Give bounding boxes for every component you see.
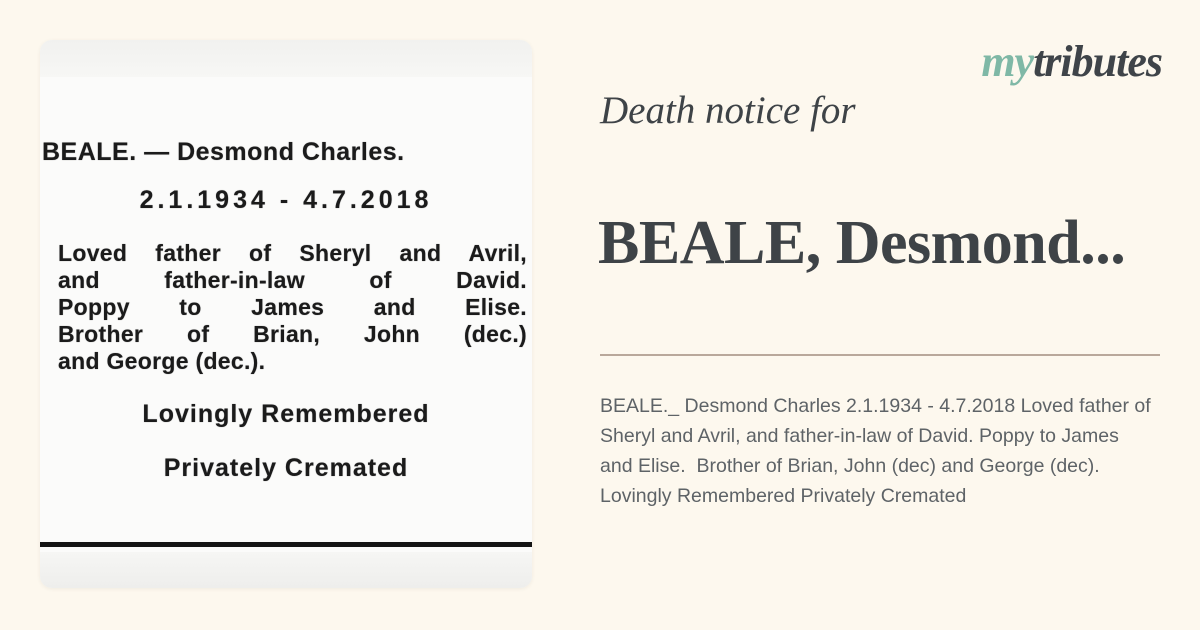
scan-body-line: and George (dec.). bbox=[58, 348, 266, 374]
scan-body-line: Loved father of Sheryl and Avril, bbox=[58, 240, 527, 266]
horizontal-divider bbox=[600, 354, 1160, 356]
logo-tributes-text: tributes bbox=[1033, 37, 1162, 86]
scan-body-paragraph bbox=[58, 240, 527, 375]
logo-my-text: my bbox=[981, 37, 1034, 86]
scan-closing-remembered: Lovingly Remembered bbox=[142, 400, 430, 428]
death-notice-scan-card bbox=[40, 40, 532, 588]
scan-dates-line: 2.1.1934 - 4.7.2018 bbox=[139, 186, 433, 214]
scan-body-line: Brother of Brian, John (dec.) bbox=[58, 321, 527, 347]
scan-bottom-rule bbox=[40, 542, 532, 547]
death-notice-eyebrow: Death notice for bbox=[600, 89, 856, 132]
mytributes-logo bbox=[981, 36, 1162, 87]
page-title: BEALE, Desmond... bbox=[598, 209, 1126, 277]
scan-name-line: BEALE. — Desmond Charles. bbox=[42, 138, 405, 166]
notice-summary-text: BEALE._ Desmond Charles 2.1.1934 - 4.7.2018 Loved father of Sheryl and Avril, and father-in-law of David. Poppy to James and Elise. Brother of Brian, John (dec) and George (dec). Lovingly Remembered Privately Cremated bbox=[600, 395, 1157, 507]
scan-body-line: Poppy to James and Elise. bbox=[58, 294, 527, 320]
scan-closing-cremated: Privately Cremated bbox=[163, 454, 409, 482]
scan-bottom-band bbox=[40, 552, 532, 588]
scan-body-line: and father-in-law of David. bbox=[58, 267, 527, 293]
scan-top-band bbox=[40, 40, 532, 77]
